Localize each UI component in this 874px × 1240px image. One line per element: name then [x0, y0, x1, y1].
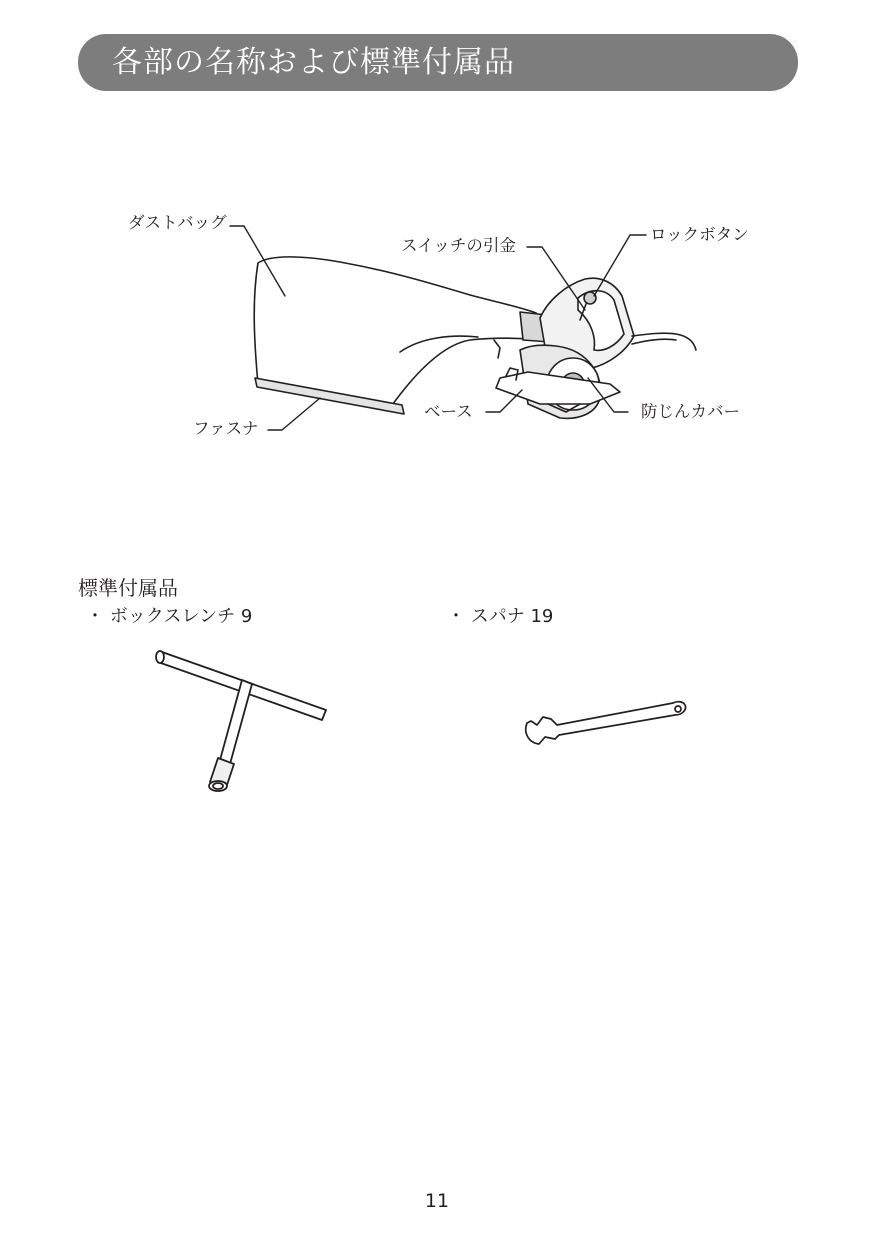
- spanner-icon: [515, 695, 695, 755]
- label-dust-cover: 防じんカバー: [641, 402, 740, 421]
- label-dust-bag: ダストバッグ: [128, 213, 227, 232]
- label-switch-trigger: スイッチの引金: [401, 236, 516, 255]
- accessories-heading: 標準付属品: [78, 576, 178, 600]
- saw-illustration: [494, 278, 696, 418]
- accessory-box-wrench-label: ・ ボックスレンチ 9: [86, 606, 253, 627]
- page-title: 各部の名称および標準付属品: [112, 45, 515, 80]
- box-wrench-icon: [150, 640, 340, 810]
- accessory-spanner-label: ・ スパナ 19: [447, 606, 554, 627]
- label-base: ベース: [424, 402, 473, 421]
- label-lock-button: ロックボタン: [650, 225, 749, 244]
- page-number: 11: [424, 1190, 450, 1212]
- label-fastener: ファスナ: [193, 419, 259, 438]
